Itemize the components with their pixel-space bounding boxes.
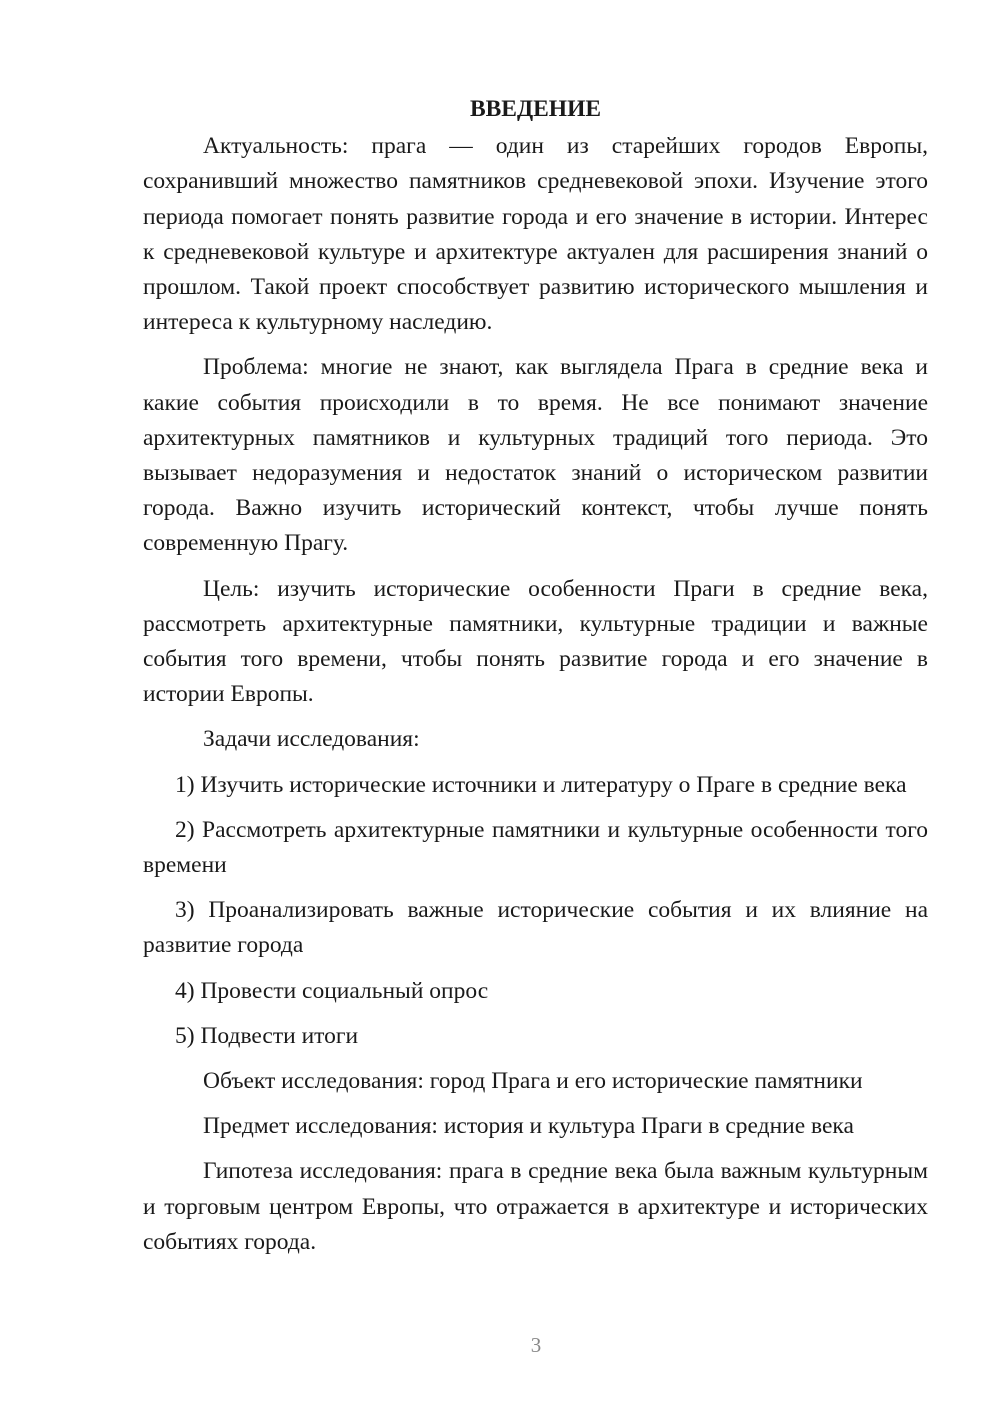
research-hypothesis: Гипотеза исследования: прага в средние века была важным культурным и торговым центром Европы, что отражается в архитектуре и исторических событиях города. — [143, 1158, 928, 1255]
task-item-4: 4) Провести социальный опрос — [175, 977, 489, 1004]
problem-paragraph: Проблема: многие не знают, как выглядела Прага в средние века и какие события происходили в то время. Не все понимают значение архитектурных памятников и культурных традиций того периода. Это вызывает недоразумения и недостаток знаний о историческом развитии города. Важно изучить исторический контекст, чтобы лучше понять современную Прагу. — [143, 354, 928, 557]
page-number: 3 — [530, 1333, 542, 1357]
goal-paragraph: Цель: изучить исторические особенности Праги в средние века, рассмотреть архитектурные памятники, культурные традиции и важные события того времени, чтобы понять развитие города и его значение в истории Европы. — [143, 575, 928, 708]
task-item-2: 2) Рассмотреть архитектурные памятники и культурные особенности того времени — [143, 816, 928, 879]
research-subject: Предмет исследования: история и культура Праги в средние века — [203, 1113, 854, 1140]
relevance-paragraph: Актуальность: прага — один из старейших городов Европы, сохранивший множество памятников средневековой эпохи. Изучение этого периода помогает понять развитие города и его значение в истории. Интерес к средневековой культуре и архитектуре актуален для расширения знаний о прошлом. Такой проект способствует развитию исторического мышления и интереса к культурному наследию. — [143, 133, 928, 336]
page-title: ВВЕДЕНИЕ — [469, 96, 602, 122]
task-item-1: 1) Изучить исторические источники и литературу о Праге в средние века — [175, 771, 907, 798]
page-body — [143, 92, 928, 1270]
task-item-3: 3) Проанализировать важные исторические события и их влияние на развитие города — [143, 897, 928, 959]
research-object: Объект исследования: город Прага и его исторические памятники — [203, 1068, 863, 1095]
tasks-heading: Задачи исследования: — [203, 726, 420, 753]
task-item-5: 5) Подвести итоги — [175, 1022, 359, 1049]
